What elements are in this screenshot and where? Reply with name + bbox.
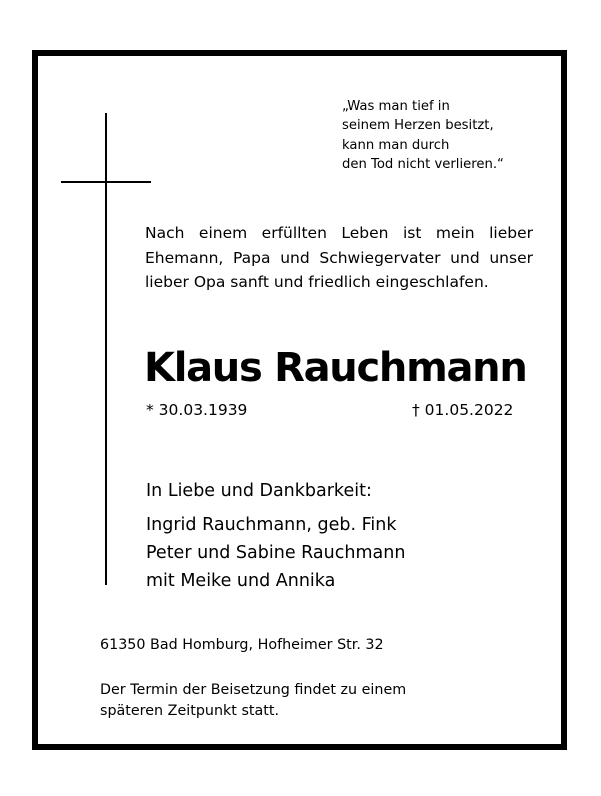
quote-line: den Tod nicht verlieren.“ [342,156,504,172]
intro-text [145,221,533,295]
death-date: † 01.05.2022 [412,401,514,419]
mourners-list [146,511,405,595]
mourners-heading: In Liebe und Dankbarkeit: [146,481,372,501]
mourner-line: Peter und Sabine Rauchmann [146,543,406,563]
mourner-line: mit Meike und Annika [146,571,336,591]
quote-line: seinem Herzen besitzt, [342,118,494,134]
note-line: Der Termin der Beisetzung findet zu einem [100,682,407,698]
memorial-quote [342,97,542,174]
cross-icon-vertical-bar [105,113,107,585]
deceased-name: Klaus Rauchmann [144,345,527,391]
family-address: 61350 Bad Homburg, Hofheimer Str. 32 [100,637,384,653]
quote-line: kann man durch [342,137,450,153]
mourner-line: Ingrid Rauchmann, geb. Fink [146,515,397,535]
birth-date: * 30.03.1939 [146,401,248,419]
intro-line: Nach einem erfüllten Leben ist mein lieber [145,224,533,242]
quote-line: „Was man tief in [342,99,450,114]
intro-line: lieber Opa sanft und friedlich eingeschlafen. [145,273,489,291]
intro-line: Ehemann, Papa und Schwiegervater und unser [145,248,533,267]
funeral-note [100,680,406,722]
note-line: späteren Zeitpunkt statt. [100,703,280,719]
cross-icon-horizontal-bar [61,181,151,183]
